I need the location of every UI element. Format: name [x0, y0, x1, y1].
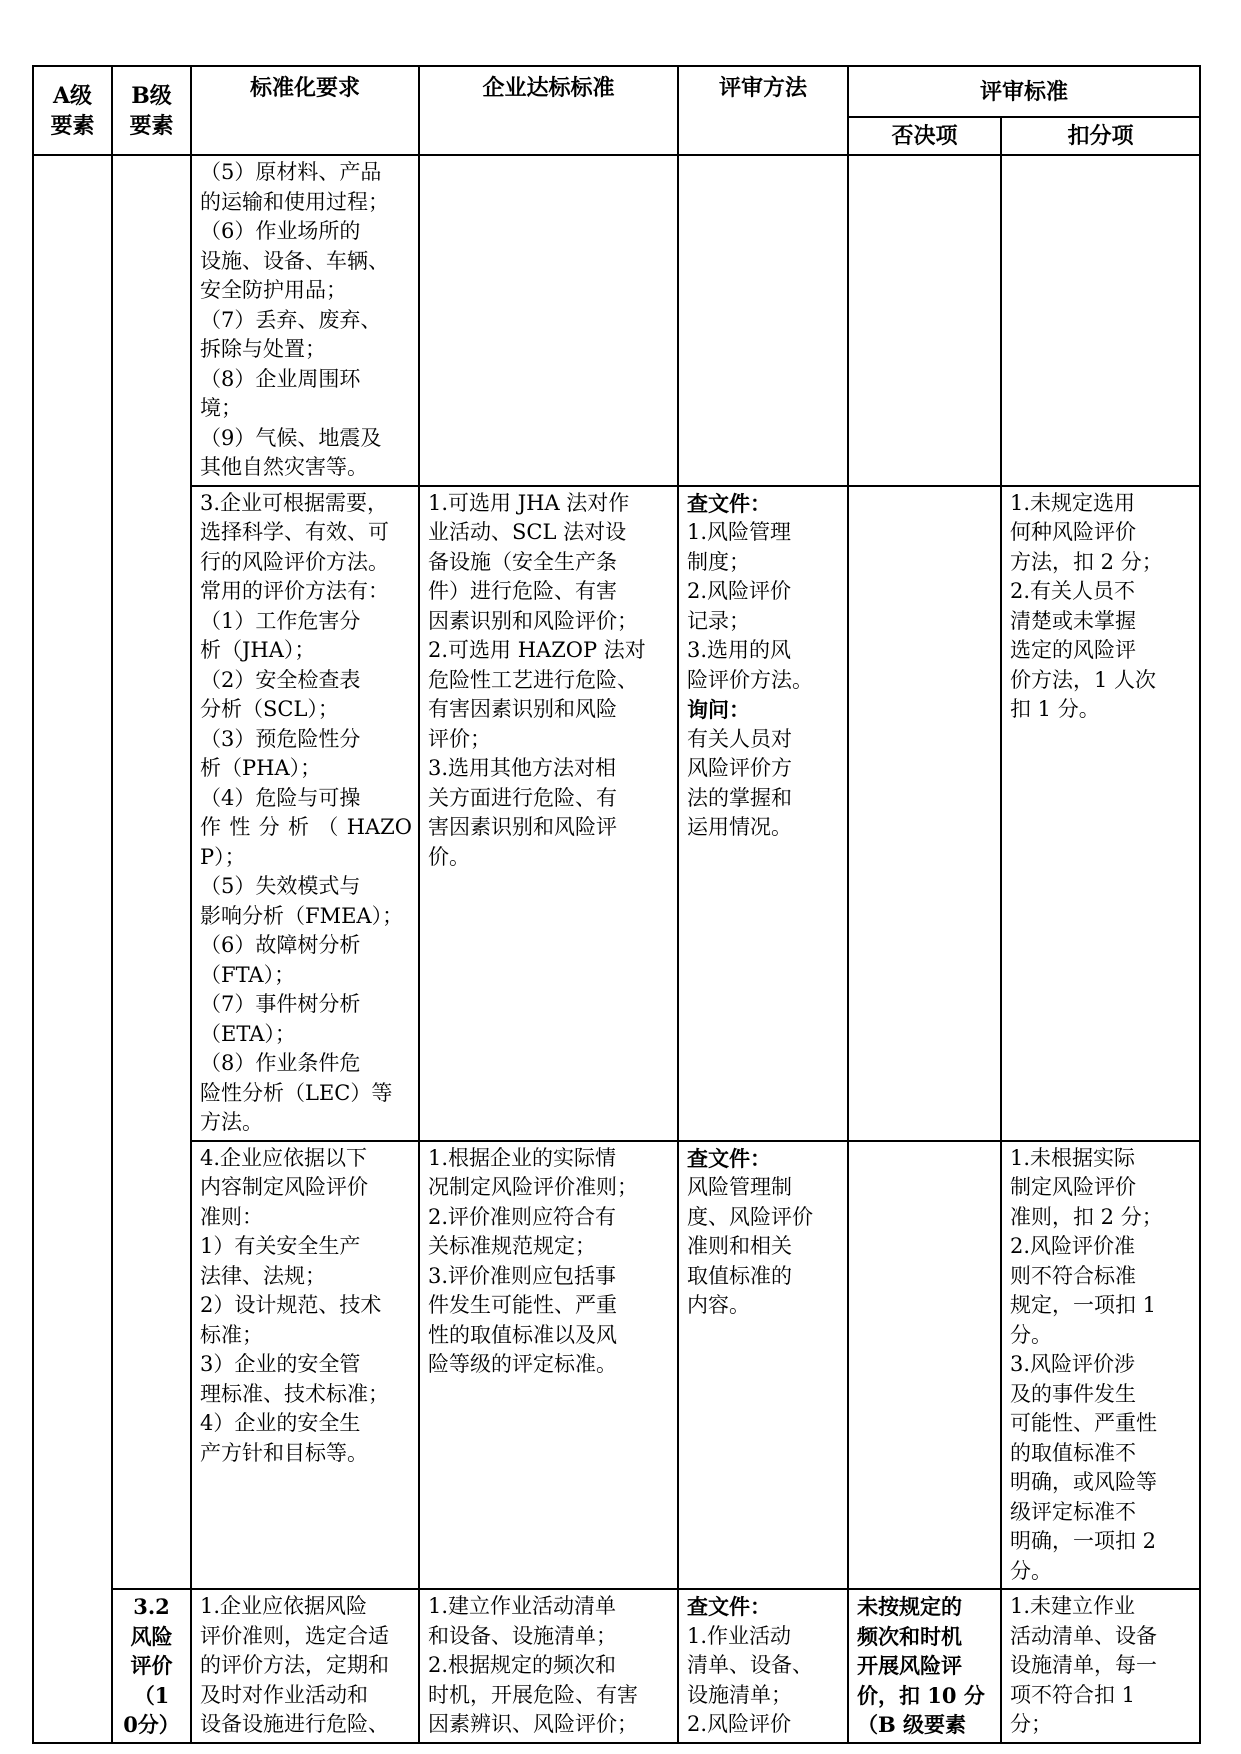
deduction-cell: 1.未根据实际 制定风险评价 准则，扣 2 分； 2.风险评价准 则不符合标准 规定，一项扣 1 分。 3.风险评价涉 及的事件发生 可能性、严重性 的取值标准不 明确，或风险等 级评定标准不 明确，一项扣 2 分。	[1001, 1141, 1200, 1590]
veto-cell	[848, 1141, 1001, 1590]
standard-cell: 1.可选用 JHA 法对作 业活动、SCL 法对设 备设施（安全生产条 件）进行危险、有害 因素识别和风险评价； 2.可选用 HAZOP 法对 危险性工艺进行危险、 有害因素识别和风险 评价； 3.选用其他方法对相 关方面进行危险、有 害因素识别和风险评 价。	[419, 486, 678, 1141]
standard-table	[32, 65, 1201, 1744]
method-cell: 查文件： 风险管理制 度、风险评价 准则和相关 取值标准的 内容。	[678, 1141, 848, 1590]
method-cell	[678, 155, 848, 486]
method-cell: 查文件： 1.风险管理 制度； 2.风险评价 记录； 3.选用的风 险评价方法。 询问： 有关人员对 风险评价方 法的掌握和 运用情况。	[678, 486, 848, 1141]
veto-cell: 未按规定的 频次和时机 开展风险评 价，扣 10 分 （B 级要素	[848, 1589, 1001, 1743]
b-level-cell	[112, 155, 191, 1589]
b-level-cell-3-2: 3.2 风险 评价 （1 0分）	[112, 1589, 191, 1743]
header-deduction: 扣分项	[1001, 117, 1200, 155]
header-veto: 否决项	[848, 117, 1001, 155]
standard-cell: 1.根据企业的实际情 况制定风险评价准则； 2.评价准则应符合有 关标准规范规定； 3.评价准则应包括事 件发生可能性、严重 性的取值标准以及风 险等级的评定标准。	[419, 1141, 678, 1590]
header-a-level: A级 要素	[33, 66, 112, 155]
deduction-cell	[1001, 155, 1200, 486]
method-cell: 查文件： 1.作业活动 清单、设备、 设施清单； 2.风险评价	[678, 1589, 848, 1743]
header-review-criteria: 评审标准	[848, 66, 1200, 117]
requirement-cell: 1.企业应依据风险 评价准则，选定合适 的评价方法，定期和 及时对作业活动和 设备设施进行危险、	[191, 1589, 419, 1743]
header-b-level: B级 要素	[112, 66, 191, 155]
header-enterprise-standard: 企业达标标准	[419, 66, 678, 155]
requirement-cell: 3.企业可根据需要， 选择科学、有效、可 行的风险评价方法。 常用的评价方法有： （1）工作危害分 析（JHA）； （2）安全检查表 分析（SCL）； （3）预危险性分 析（PHA）； （4）危险与可操 作性分析（HAZOP）； （5）失效模式与 影响分析（FMEA）； （6）故障树分析 （FTA）； （7）事件树分析 （ETA）； （8）作业条件危 险性分析（LEC）等 方法。	[191, 486, 419, 1141]
table-row	[33, 1141, 1200, 1590]
veto-cell	[848, 486, 1001, 1141]
standard-cell	[419, 155, 678, 486]
deduction-cell: 1.未建立作业 活动清单、设备 设施清单，每一 项不符合扣 1 分；	[1001, 1589, 1200, 1743]
requirement-cell: （5）原材料、产品 的运输和使用过程； （6）作业场所的 设施、设备、车辆、 安全防护用品； （7）丢弃、废弃、 拆除与处置； （8）企业周围环 境； （9）气候、地震及 其他自然灾害等。	[191, 155, 419, 486]
header-review-method: 评审方法	[678, 66, 848, 155]
standard-cell: 1.建立作业活动清单 和设备、设施清单； 2.根据规定的频次和 时机，开展危险、有害 因素辨识、风险评价；	[419, 1589, 678, 1743]
table-row	[33, 1589, 1200, 1743]
veto-cell	[848, 155, 1001, 486]
a-level-cell	[33, 155, 112, 1743]
deduction-cell: 1.未规定选用 何种风险评价 方法，扣 2 分； 2.有关人员不 清楚或未掌握 选定的风险评 价方法，1 人次 扣 1 分。	[1001, 486, 1200, 1141]
header-requirement: 标准化要求	[191, 66, 419, 155]
requirement-cell: 4.企业应依据以下 内容制定风险评价 准则： 1）有关安全生产 法律、法规； 2）设计规范、技术 标准； 3）企业的安全管 理标准、技术标准； 4）企业的安全生 产方针和目标等。	[191, 1141, 419, 1590]
table-row	[33, 486, 1200, 1141]
table-row	[33, 155, 1200, 486]
